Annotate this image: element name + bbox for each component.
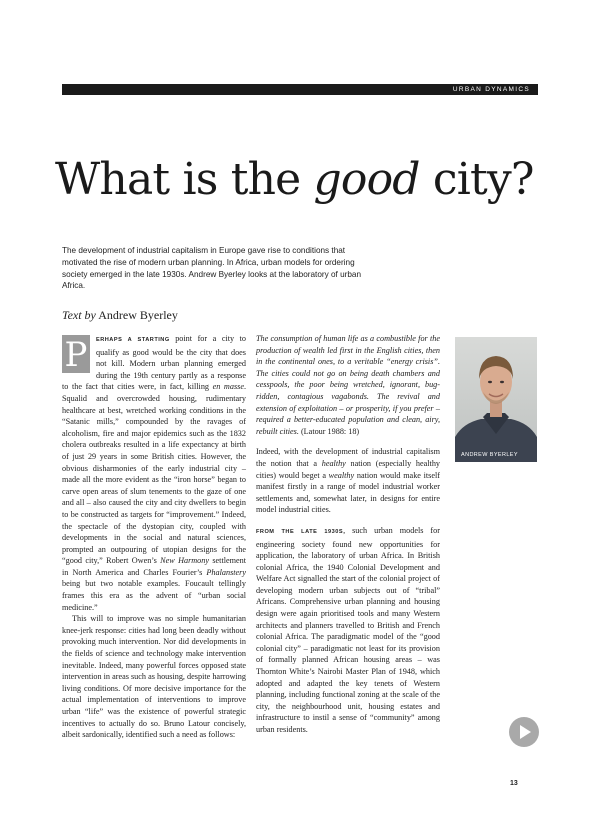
paragraph-1-lead: ERHAPS A STARTING xyxy=(96,337,170,343)
article-column-2 xyxy=(256,333,440,736)
title-part-1: What is the xyxy=(55,154,314,205)
photo-caption: ANDREW BYERLEY xyxy=(461,452,518,458)
paragraph-1: P ERHAPS A STARTING point for a city to qualify as good would be the city that does not kill. Modern urban planning emerged during the 19th century partly as a response to the fact that cities were, in fact, killing en masse. Squalid and overcrowded housing, rudimentary healthcare at best, wretched working conditions in the “Satanic mills,” compounded by the ravages of alcoholism, fire and major epidemics such as the 1832 cholera outbreaks resulted in a life expectancy at birth of just 29 years in some British cities. However, the obvious disharmonies of the early industrial city – made all the more evident as the “iron horse” began to carve open areas of slum tenements to the gaze of one and all – also caused the city and city dwellers to begin to be constructed as targets for “improvement.” Indeed, the spectacle of the dystopian city, coupled with developments in the social and natural sciences, prompted an outpouring of utopian designs for the “good city,” Robert Owen’s New Harmony settlement in North America and Charles Fourier’s Phalanstery being but two notable examples. Foucault tellingly frames this era as the advent of “urban social medicine.” xyxy=(62,334,247,612)
drop-cap: P xyxy=(62,335,90,373)
paragraph-4-lead: FROM THE LATE 1930S xyxy=(256,528,344,535)
byline xyxy=(62,308,178,323)
section-header-bar xyxy=(62,84,538,95)
quote-citation: (Latour 1988: 18) xyxy=(298,426,360,436)
byline-author: Andrew Byerley xyxy=(95,308,178,322)
article-title xyxy=(55,150,534,210)
play-button[interactable] xyxy=(509,717,539,747)
block-quote: The consumption of human life as a combustible for the production of wealth led first in the English cities, then in the continental ones, to a veritable “energy crisis”. The cities could not go on being death chambers and cesspools, the poor being wretched, ignorant, bug-ridden, contagious vagabonds. The revival and extension of exploitation – or prosperity, if you prefer – required a better-educated population and clean, airy, rebuilt cities. (Latour 1988: 18) xyxy=(256,334,440,436)
title-part-2: city? xyxy=(419,154,534,205)
author-photo xyxy=(455,337,537,462)
standfirst: The development of industrial capitalism in Europe gave rise to conditions that motivated the rise of modern urban planning. In Africa, urban models for ordering society emerged in the late 1930s. Andrew Byerley looks at the laboratory of urban Africa. xyxy=(62,246,362,291)
section-label: URBAN DYNAMICS xyxy=(452,86,530,93)
byline-prefix: Text by xyxy=(62,308,96,322)
paragraph-2: This will to improve was no simple humanitarian knee-jerk response: cities had long been deadly without provoking much intervention. Nor did developments in the fields of science and technology make intervention inevitable. Indeed, many powerful forces opposed state intervention in areas such as housing, despite harrowing living conditions. Of more decisive importance for the actual implementation of interventions to improve urban “life” was the existence of powerful strategic incentives to actually do so. Bruno Latour concisely, albeit sardonically, identified such a need as follows: xyxy=(62,614,246,740)
paragraph-3: Indeed, with the development of industrial capitalism the notion that a healthy nation (especially healthy cities) would beget a wealthy nation would make itself manifest firstly in a range of model industrial worker settlements and, somewhat later, in designs for entire model industrial cities. xyxy=(256,447,441,515)
article-column-1 xyxy=(62,333,246,741)
portrait-illustration xyxy=(455,337,537,462)
title-italic: good xyxy=(313,154,420,205)
page-number: 13 xyxy=(510,780,518,787)
paragraph-4: FROM THE LATE 1930S, such urban models for engineering society found new opportunities for application, the laboratory of urban Africa. In British colonial Africa, the 1940 Colonial Development and Welfare Act signalled the start of the colonial project of developing modern urban subjects out of “tribal” Africans. Comprehensive urban planning and housing design were again prioritised tools and many Western architects and planners travelled to British and French colonial Africa. The paradigmatic model of the “good colonial city” – paradigmatic not least for its provision of formally planned African housing areas – was Thornton White’s Nairobi Master Plan of 1948, which adopted and adapted the key tenets of Western planning, including functional zoning at the scale of the city, the neighbourhood unit, housing estates and infrastructure to instil a sense of “community” among urban residents. xyxy=(256,525,440,734)
